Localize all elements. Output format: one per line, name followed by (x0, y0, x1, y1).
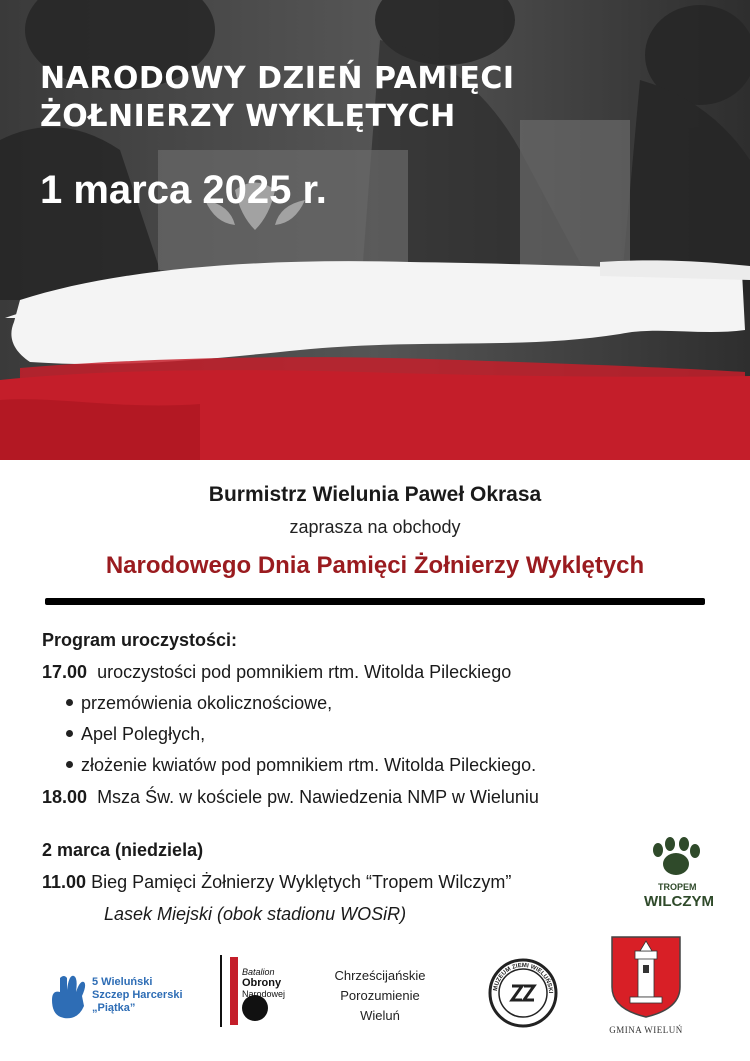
museum-seal-icon (488, 958, 558, 1028)
porozumienie-line-2: Porozumienie (340, 988, 420, 1003)
paw-icon (636, 836, 716, 916)
hero-title (40, 60, 515, 136)
bullet-icon (66, 730, 73, 737)
harcerski-text (92, 976, 183, 1015)
harcerski-line-1: 5 Wieluński (92, 976, 153, 988)
program-item (42, 781, 722, 813)
day2-text: Bieg Pamięci Żołnierzy Wyklętych “Tropem Wilczym” (91, 872, 512, 892)
muzeum-text: MUZEUM ZIEMI WIELUŃSKI (493, 962, 554, 994)
host-name: Burmistrz Wielunia Paweł Okrasa (208, 483, 542, 506)
batalion-logo (220, 955, 290, 1027)
program-item (42, 656, 722, 688)
bullet-icon (66, 761, 73, 768)
program-section (42, 624, 722, 813)
harcerski-logo (48, 970, 208, 1026)
program-time: 17.00 (42, 662, 88, 682)
list-item-text: przemówienia okolicznościowe, (81, 693, 333, 713)
list-item (66, 688, 722, 719)
program-text: uroczystości pod pomnikiem rtm. Witolda Pileckiego (97, 662, 512, 682)
batalion-line-2: Obrony (242, 977, 282, 989)
batalion-line-1: Batalion (242, 967, 275, 977)
day2-heading: 2 marca (niedziela) (42, 840, 204, 860)
event-date: 1 marca 2025 r. (40, 168, 327, 212)
tropem-line-1: TROPEM (658, 882, 697, 892)
tropem-wilczym-logo (636, 836, 716, 916)
program-text: Msza Św. w kościele pw. Nawiedzenia NMP w Wieluniu (97, 787, 539, 807)
tropem-line-2: WILCZYM (644, 893, 714, 910)
porozumienie-line-3: Wieluń (360, 1008, 400, 1023)
invitation-text: zaprasza na obchody (289, 517, 461, 537)
harcerski-line-2: Szczep Harcerski (92, 989, 183, 1001)
day2-time: 11.00 (42, 872, 87, 892)
program-heading: Program uroczystości: (42, 630, 238, 650)
list-item-text: złożenie kwiatów pod pomnikiem rtm. Witolda Pileckiego. (81, 755, 537, 775)
hero-banner (0, 0, 750, 460)
list-item-text: Apel Poległych, (81, 724, 206, 744)
batalion-text (242, 967, 285, 1000)
invitation-block (0, 480, 750, 586)
porozumienie-line-1: Chrześcijańskie (334, 968, 426, 983)
hero-title-line-2: ŻOŁNIERZY WYKLĘTYCH (40, 99, 456, 134)
divider (45, 598, 705, 605)
coat-of-arms-icon (610, 935, 682, 1019)
muzeum-logo (488, 958, 558, 1028)
harcerski-line-3: „Piątka” (92, 1002, 136, 1014)
gmina-wielun-logo (610, 935, 682, 1045)
program-bullet-list (42, 688, 722, 781)
gmina-label: GMINA WIELUŃ (609, 1025, 683, 1035)
day2-section (42, 834, 642, 930)
day2-place: Lasek Miejski (obok stadionu WOSiR) (104, 904, 407, 924)
hero-title-line-1: NARODOWY DZIEŃ PAMIĘCI (40, 61, 515, 96)
list-item (66, 750, 722, 781)
list-item (66, 719, 722, 750)
batalion-line-3: Narodowej (242, 989, 286, 999)
day2-item (42, 866, 642, 898)
bullet-icon (66, 699, 73, 706)
event-name: Narodowego Dnia Pamięci Żołnierzy Wyklętych (105, 552, 645, 579)
porozumienie-logo (325, 966, 435, 1026)
program-time: 18.00 (42, 787, 88, 807)
